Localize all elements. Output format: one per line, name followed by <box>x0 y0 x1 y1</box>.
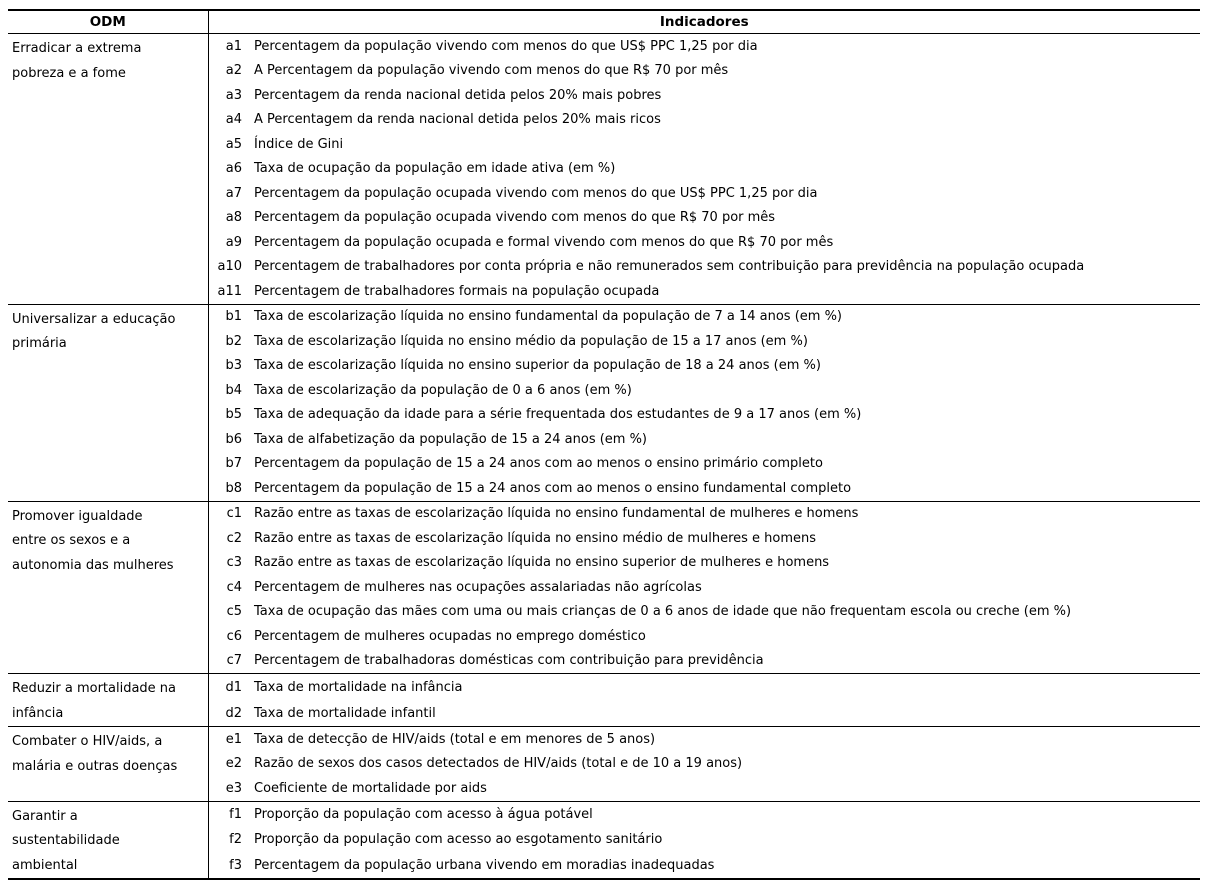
indicator-code: c7 <box>208 649 250 674</box>
indicator-code: e3 <box>208 776 250 801</box>
indicator-description: Taxa de adequação da idade para a série frequentada dos estudantes de 9 a 17 anos (em %) <box>254 407 862 423</box>
indicator-code: f1 <box>229 806 242 822</box>
indicator-code: c5 <box>226 604 242 620</box>
indicator-description: Razão entre as taxas de escolarização líquida no ensino médio de mulheres e homens <box>254 530 817 546</box>
indicator-description: A Percentagem da renda nacional detida pelos 20% mais ricos <box>254 112 661 128</box>
goal-text: malária e outras doenças <box>12 758 178 774</box>
indicator-description: Taxa de detecção de HIV/aids (total e em menores de 5 anos) <box>254 731 656 747</box>
indicator-code: a7 <box>225 185 242 201</box>
indicator-description: Razão de sexos dos casos detectados de HIV/aids (total e de 10 a 19 anos) <box>254 756 743 772</box>
indicator-description: Razão entre as taxas de escolarização líquida no ensino fundamental de mulheres e homens <box>254 506 859 522</box>
indicator-description: Proporção da população com acesso à água potável <box>254 806 593 822</box>
indicator-description: Razão entre as taxas de escolarização líquida no ensino superior de mulheres e homens <box>254 555 830 571</box>
goal-group <box>8 34 1200 305</box>
goal-group <box>8 801 1200 879</box>
goal-cell <box>8 501 208 674</box>
indicator-description: Taxa de escolarização líquida no ensino fundamental da população de 7 a 14 anos (em %) <box>254 309 842 325</box>
indicator-description: Taxa de escolarização líquida no ensino médio da população de 15 a 17 anos (em %) <box>254 333 808 349</box>
table-row <box>8 727 1200 752</box>
odm-indicators-table <box>8 9 1200 880</box>
indicator-description: Percentagem da população de 15 a 24 anos com ao menos o ensino fundamental completo <box>250 476 1200 501</box>
indicator-code: a5 <box>225 136 242 152</box>
goal-text: infância <box>12 705 64 721</box>
indicator-description: Coeficiente de mortalidade por aids <box>250 776 1200 801</box>
indicator-code: e1 <box>225 731 242 747</box>
indicator-code: d1 <box>225 679 242 695</box>
indicator-description: Taxa de escolarização líquida no ensino superior da população de 18 a 24 anos (em %) <box>254 358 821 374</box>
indicator-code: b2 <box>225 333 242 349</box>
goal-text: sustentabilidade <box>12 833 120 848</box>
table-row <box>8 674 1200 701</box>
indicator-code: b5 <box>225 407 242 423</box>
indicator-code: a11 <box>208 279 250 304</box>
indicator-description: Percentagem da renda nacional detida pelos 20% mais pobres <box>254 87 662 103</box>
indicator-code: f2 <box>229 832 242 848</box>
indicator-description: Percentagem da população urbana vivendo em moradias inadequadas <box>250 852 1200 879</box>
indicator-code: a1 <box>225 38 242 54</box>
indicator-code: a2 <box>225 63 242 79</box>
header-indicadores: Indicadores <box>208 10 1200 34</box>
indicator-code: c4 <box>226 579 242 595</box>
goal-text: Reduzir a mortalidade na <box>12 681 177 696</box>
indicator-description: Taxa de alfabetização da população de 15 a 24 anos (em %) <box>254 431 648 447</box>
table-row <box>8 801 1200 827</box>
indicator-code: a10 <box>217 259 242 275</box>
indicator-code: b6 <box>225 431 242 447</box>
goal-text: pobreza e a fome <box>12 65 126 81</box>
indicator-code: b7 <box>225 456 242 472</box>
goal-text: autonomia das mulheres <box>12 557 174 573</box>
indicator-code: f3 <box>208 852 250 879</box>
indicator-code: b8 <box>208 476 250 501</box>
goal-cell <box>8 801 208 879</box>
indicator-description: Percentagem da população ocupada vivendo com menos do que US$ PPC 1,25 por dia <box>254 185 818 201</box>
goal-group <box>8 727 1200 802</box>
indicator-description: Percentagem da população de 15 a 24 anos com ao menos o ensino primário completo <box>254 456 823 472</box>
goal-text: Universalizar a educação <box>12 311 176 327</box>
indicator-code: a6 <box>225 161 242 177</box>
indicator-description: Taxa de escolarização da população de 0 a 6 anos (em %) <box>254 382 632 398</box>
indicator-code: d2 <box>208 700 250 727</box>
goal-text: Promover igualdade <box>12 508 143 524</box>
table-header <box>8 10 1200 34</box>
indicator-description: Percentagem de trabalhadoras domésticas com contribuição para previdência <box>250 649 1200 674</box>
goal-group <box>8 501 1200 674</box>
indicator-code: c1 <box>226 506 242 522</box>
indicator-description: Taxa de mortalidade na infância <box>254 679 463 695</box>
indicator-description: Percentagem de mulheres nas ocupações assalariadas não agrícolas <box>254 579 702 595</box>
indicator-description: Percentagem de trabalhadores formais na população ocupada <box>250 279 1200 304</box>
goal-cell <box>8 727 208 802</box>
goal-text: Garantir a <box>12 808 78 824</box>
indicator-code: e2 <box>225 756 242 772</box>
indicator-code: a4 <box>225 112 242 128</box>
indicator-code: c3 <box>226 555 242 571</box>
goal-cell <box>8 304 208 501</box>
indicator-code: c2 <box>226 530 242 546</box>
table-row <box>8 501 1200 526</box>
goal-cell <box>8 674 208 727</box>
goal-cell <box>8 34 208 305</box>
indicator-code: c6 <box>226 628 242 644</box>
table-row <box>8 34 1200 59</box>
goal-text: Erradicar a extrema <box>12 41 142 56</box>
goal-text: Combater o HIV/aids, a <box>12 734 163 749</box>
header-odm: ODM <box>8 10 208 34</box>
indicator-description: Taxa de ocupação da população em idade ativa (em %) <box>254 161 616 177</box>
indicator-description: Percentagem da população vivendo com menos do que US$ PPC 1,25 por dia <box>254 38 758 54</box>
goal-text: entre os sexos e a <box>12 533 131 548</box>
indicator-code: a9 <box>225 234 242 250</box>
indicator-description: Percentagem de mulheres ocupadas no emprego doméstico <box>254 628 646 644</box>
indicator-description: Percentagem de trabalhadores por conta própria e não remunerados sem contribuição para previdência na população ocupada <box>254 259 1085 275</box>
table-row <box>8 304 1200 329</box>
header-row <box>8 10 1200 34</box>
indicator-code: b1 <box>225 309 242 325</box>
indicator-description: Taxa de ocupação das mães com uma ou mais crianças de 0 a 6 anos de idade que não frequentam escola ou creche (em %) <box>254 604 1072 620</box>
goal-text: primária <box>12 336 67 351</box>
goal-group <box>8 674 1200 727</box>
indicator-description: Índice de Gini <box>254 136 344 152</box>
indicator-description: Percentagem da população ocupada e formal vivendo com menos do que R$ 70 por mês <box>254 234 834 250</box>
indicator-code: b3 <box>225 358 242 374</box>
indicator-code: a8 <box>225 210 242 226</box>
indicator-code: b4 <box>225 382 242 398</box>
indicator-code: a3 <box>225 87 242 103</box>
indicator-description: Percentagem da população ocupada vivendo com menos do que R$ 70 por mês <box>254 210 776 226</box>
indicator-description: A Percentagem da população vivendo com menos do que R$ 70 por mês <box>254 63 729 79</box>
indicator-description: Taxa de mortalidade infantil <box>250 700 1200 727</box>
goal-group <box>8 304 1200 501</box>
goal-text: ambiental <box>12 857 78 873</box>
indicator-description: Proporção da população com acesso ao esgotamento sanitário <box>254 832 663 848</box>
